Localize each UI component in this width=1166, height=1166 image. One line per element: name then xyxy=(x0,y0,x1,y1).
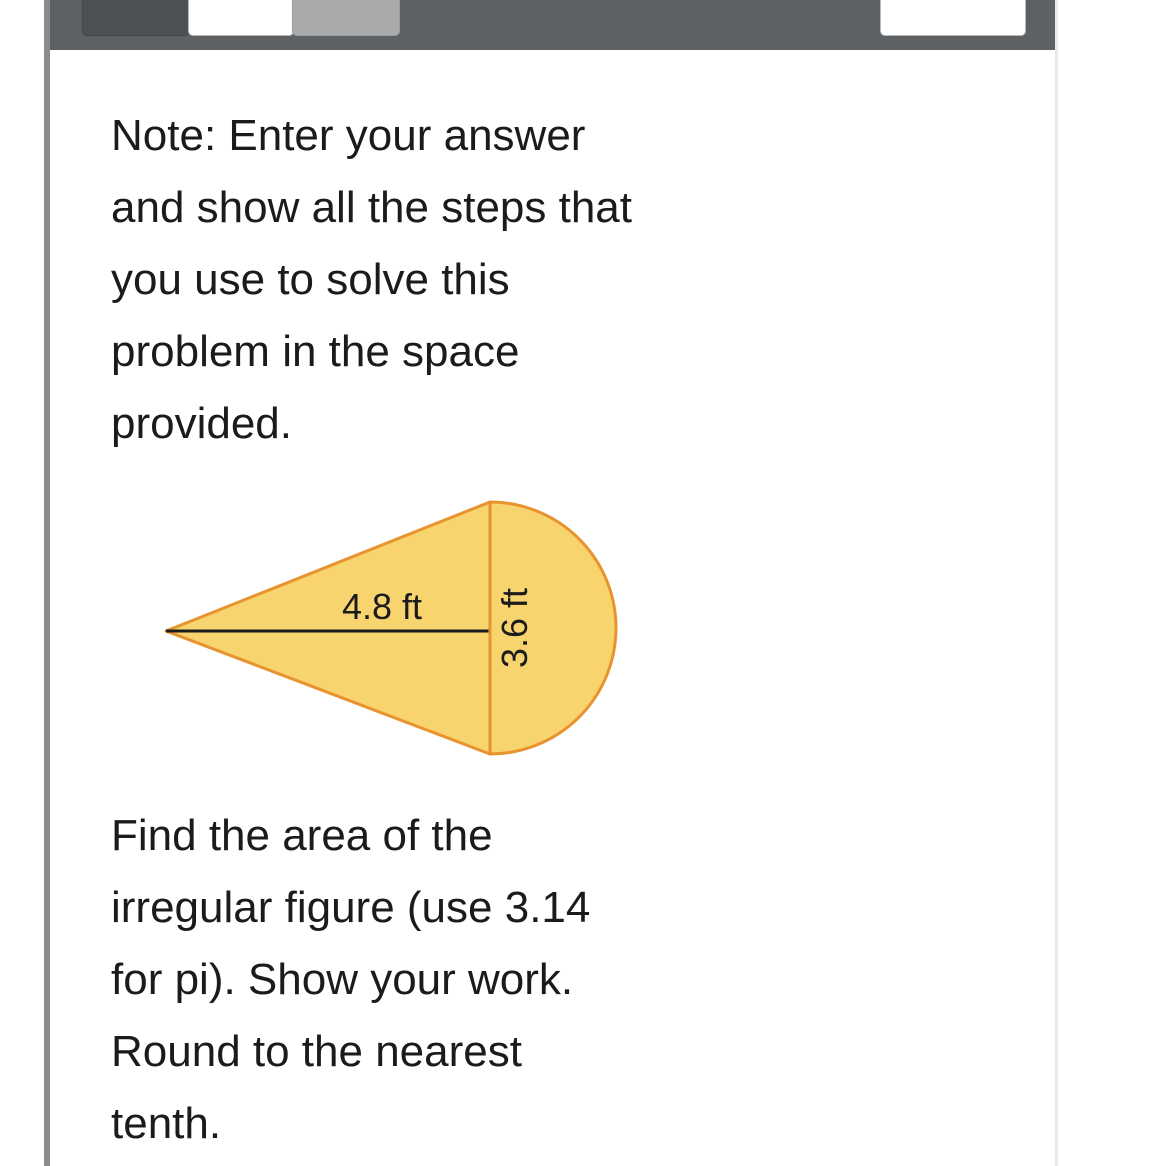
note-line: problem in the space xyxy=(111,327,520,376)
toolbar xyxy=(50,0,1055,50)
question-line: tenth. xyxy=(111,1099,222,1148)
toolbar-back-button[interactable] xyxy=(82,0,190,36)
diameter-label: 3.6 ft xyxy=(494,587,535,669)
note-line: Note: Enter your answer xyxy=(111,111,586,160)
irregular-figure xyxy=(150,480,630,775)
question-line: Find the area of the xyxy=(111,811,493,860)
panel-left-border xyxy=(44,0,50,1166)
toolbar-tab-2[interactable] xyxy=(292,0,400,36)
triangle-shape xyxy=(166,502,490,754)
note-line: and show all the steps that xyxy=(111,183,632,232)
triangle-height-label: 4.8 ft xyxy=(341,586,423,627)
figure-svg xyxy=(150,480,630,770)
panel-right-border xyxy=(1055,0,1058,1166)
toolbar-right-button[interactable] xyxy=(880,0,1026,36)
question-line: for pi). Show your work. xyxy=(111,955,574,1004)
toolbar-tab-1[interactable] xyxy=(188,0,294,36)
note-line: provided. xyxy=(111,399,293,448)
note-text xyxy=(111,100,731,460)
note-line: you use to solve this xyxy=(111,255,510,304)
question-line: Round to the nearest xyxy=(111,1027,522,1076)
question-line: irregular figure (use 3.14 xyxy=(111,883,591,932)
question-text xyxy=(111,800,731,1160)
